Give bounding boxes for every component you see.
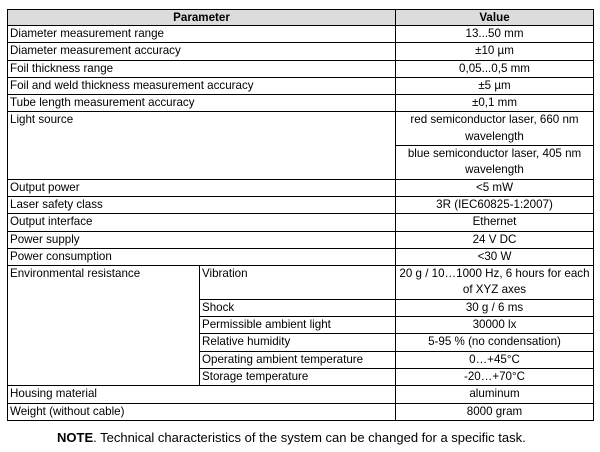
header-value: Value [396,10,594,26]
value-cell: <30 W [396,248,594,265]
param-cell: Output interface [8,214,396,231]
param-cell-light-source: Light source [8,112,396,179]
subparam-cell: Storage temperature [200,368,396,385]
value-cell: 24 V DC [396,231,594,248]
table-row [8,214,594,231]
param-cell: Output power [8,179,396,196]
note-text [57,430,526,445]
value-cell: <5 mW [396,179,594,196]
spec-table [7,9,594,421]
table-row [8,77,594,94]
value-cell: ±0,1 mm [396,95,594,112]
subparam-cell: Shock [200,299,396,316]
value-cell: 3R (IEC60825-1:2007) [396,196,594,213]
value-cell: 13...50 mm [396,26,594,43]
note-label: NOTE [57,430,94,445]
value-cell: -20…+70°C [396,368,594,385]
param-cell: Power supply [8,231,396,248]
param-cell: Foil and weld thickness measurement accuracy [8,77,396,94]
table-row [8,112,594,146]
table-row [8,231,594,248]
value-cell: 30000 lx [396,317,594,334]
value-cell: red semiconductor laser, 660 nm wavelength [396,112,594,146]
value-cell: 30 g / 6 ms [396,299,594,316]
param-cell: Housing material [8,386,396,403]
value-cell: 0,05...0,5 mm [396,60,594,77]
table-row [8,179,594,196]
value-cell: 20 g / 10…1000 Hz, 6 hours for each of XYZ axes [396,266,594,300]
param-cell: Diameter measurement range [8,26,396,43]
table-row [8,196,594,213]
value-cell: 5-95 % (no condensation) [396,334,594,351]
value-cell: ±10 µm [396,43,594,60]
param-cell: Diameter measurement accuracy [8,43,396,60]
table-row [8,26,594,43]
value-cell: ±5 µm [396,77,594,94]
header-parameter: Parameter [8,10,396,26]
subparam-cell: Relative humidity [200,334,396,351]
table-row [8,43,594,60]
param-cell: Power consumption [8,248,396,265]
table-row [8,403,594,420]
table-row [8,60,594,77]
value-cell: Ethernet [396,214,594,231]
param-cell: Weight (without cable) [8,403,396,420]
subparam-cell: Vibration [200,266,396,300]
value-cell: 0…+45°C [396,351,594,368]
header-row [8,10,594,26]
subparam-cell: Permissible ambient light [200,317,396,334]
note-body: . Technical characteristics of the system can be changed for a specific task. [93,430,526,445]
param-cell: Foil thickness range [8,60,396,77]
value-cell: 8000 gram [396,403,594,420]
table-row [8,248,594,265]
subparam-cell: Operating ambient temperature [200,351,396,368]
value-cell: aluminum [396,386,594,403]
table-row [8,386,594,403]
table-row [8,95,594,112]
param-cell-environmental: Environmental resistance [8,266,200,386]
value-cell: blue semiconductor laser, 405 nm wavelength [396,146,594,180]
param-cell: Tube length measurement accuracy [8,95,396,112]
table-row [8,266,594,300]
param-cell: Laser safety class [8,196,396,213]
